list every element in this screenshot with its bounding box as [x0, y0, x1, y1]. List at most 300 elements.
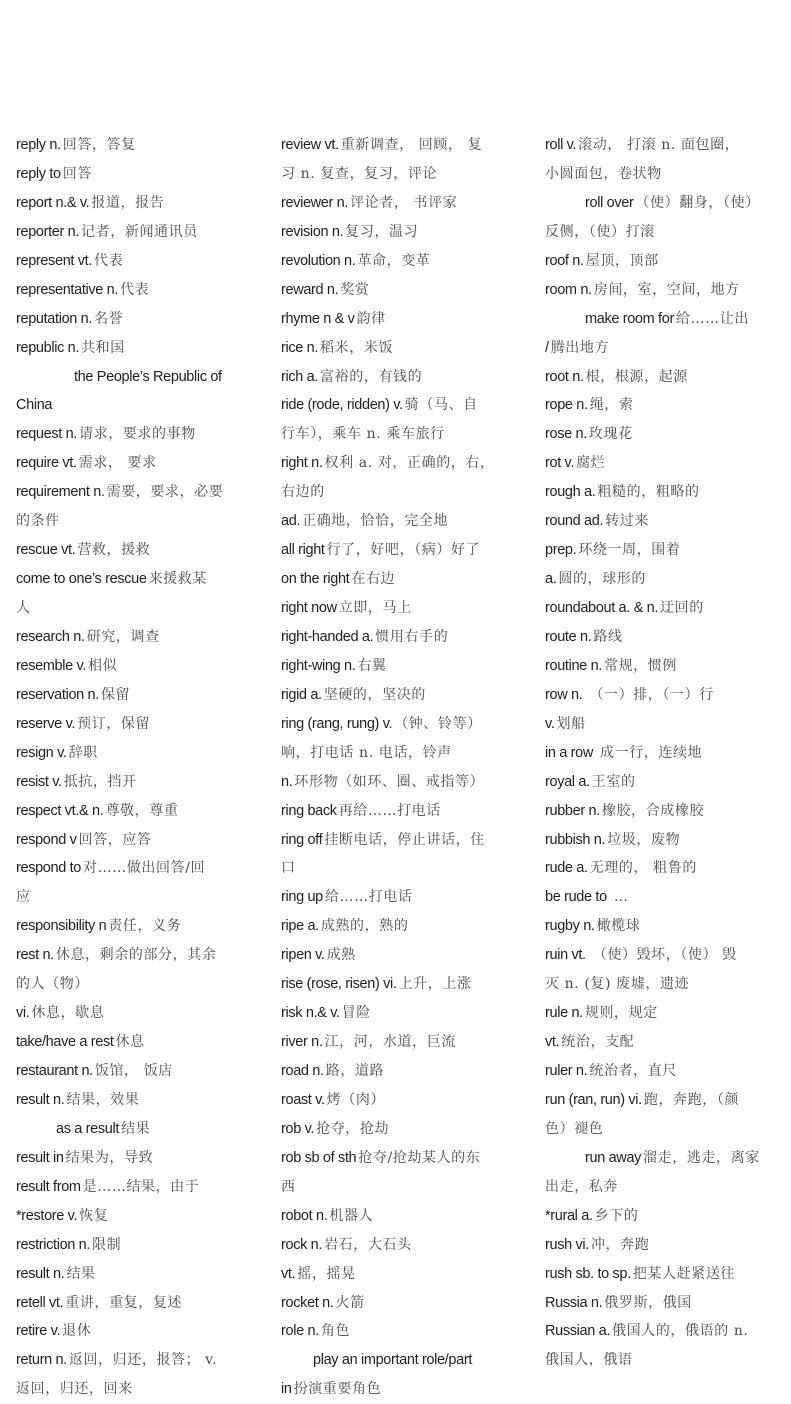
english-term: on the right — [281, 571, 350, 588]
chinese-definition: 重讲，重复，复述 — [65, 1294, 183, 1311]
english-term: route n. — [545, 628, 592, 645]
chinese-definition: 环形物（如环、圈、戒指等） — [294, 773, 485, 790]
vocab-line — [545, 565, 781, 594]
english-term: / — [545, 339, 549, 356]
vocab-line — [281, 276, 531, 305]
vocab-line — [16, 681, 266, 710]
vocab-line — [16, 1375, 266, 1404]
chinese-definition: 恢复 — [79, 1207, 109, 1224]
chinese-definition: 成一行，连续地 — [594, 744, 703, 761]
english-term: rubbish n. — [545, 831, 606, 848]
english-term: reward n. — [281, 281, 339, 298]
vocab-line — [281, 1289, 531, 1318]
vocab-line — [16, 652, 266, 681]
vocab-line — [281, 478, 531, 507]
chinese-definition: 行车），乘车 n. 乘车旅行 — [281, 426, 445, 443]
vocab-line — [281, 768, 531, 797]
vocab-line — [545, 247, 781, 276]
vocab-line — [281, 970, 531, 999]
vocab-line — [545, 218, 781, 247]
chinese-definition: 回答，应答 — [78, 831, 152, 848]
vocab-line — [545, 797, 781, 826]
chinese-definition: 代表 — [94, 252, 124, 269]
english-term: rugby n. — [545, 918, 595, 935]
vocab-line — [545, 478, 781, 507]
vocab-line — [16, 565, 266, 594]
vocab-line — [281, 1144, 531, 1173]
vocab-line — [281, 1057, 531, 1086]
vocab-line — [16, 276, 266, 305]
vocab-line — [16, 797, 266, 826]
vocab-line — [545, 160, 781, 189]
chinese-definition: 结果 — [121, 1120, 151, 1137]
english-term: rush vi. — [545, 1236, 589, 1253]
vocab-line — [16, 710, 266, 739]
chinese-definition: 江，河，水道，巨流 — [324, 1034, 456, 1051]
chinese-definition: 西 — [281, 1178, 296, 1195]
english-term: in — [281, 1381, 292, 1398]
english-term: represent vt. — [16, 252, 93, 269]
english-term: risk n.& v. — [281, 1005, 340, 1022]
english-term: result n. — [16, 1265, 65, 1282]
chinese-definition: 环绕一周，围着 — [578, 542, 681, 559]
english-term: rubber n. — [545, 802, 600, 819]
chinese-definition: 转过来 — [605, 513, 649, 530]
english-term: royal a. — [545, 773, 590, 790]
chinese-definition: 给……让出 — [675, 310, 749, 327]
english-term: result n. — [16, 1091, 65, 1108]
vocab-line — [16, 247, 266, 276]
chinese-definition: 反侧，（使）打滚 — [545, 223, 655, 240]
chinese-definition: 机器人 — [329, 1207, 374, 1224]
vocab-line — [281, 1028, 531, 1057]
vocab-line — [281, 218, 531, 247]
chinese-definition: 坚硬的，坚决的 — [323, 686, 426, 703]
english-term: roof n. — [545, 252, 584, 269]
english-term: respond v — [16, 831, 77, 848]
chinese-definition: 绳，索 — [589, 397, 634, 414]
english-term: republic n. — [16, 339, 80, 356]
english-term: rhyme n & v — [281, 310, 355, 327]
english-term: the People’s Republic of — [74, 368, 222, 385]
vocab-line — [16, 478, 266, 507]
vocab-line — [545, 999, 781, 1028]
english-term: roll v. — [545, 137, 577, 153]
vocab-line — [545, 420, 781, 449]
chinese-definition: 应 — [16, 889, 31, 906]
chinese-definition: 路线 — [593, 628, 623, 645]
chinese-definition: 灭 n. (复) 废墟，遗迹 — [545, 976, 690, 993]
vocab-line — [545, 826, 781, 855]
chinese-definition: 相似 — [88, 657, 118, 674]
english-term: *restore v. — [16, 1207, 78, 1224]
chinese-definition: 惯用右手的 — [375, 628, 449, 645]
english-term: ring up — [281, 889, 323, 906]
chinese-definition: 报道，报告 — [91, 194, 165, 211]
english-term: row n. — [545, 686, 583, 703]
vocab-line — [545, 941, 781, 970]
chinese-definition: 研究，调查 — [86, 628, 160, 645]
vocab-line — [281, 536, 531, 565]
chinese-definition: 辞职 — [68, 744, 98, 761]
english-term: ripen v. — [281, 947, 325, 964]
chinese-definition: 摇，摇晃 — [297, 1265, 356, 1282]
vocab-line — [281, 739, 531, 768]
english-term: rock n. — [281, 1236, 323, 1253]
english-term: ruin vt. — [545, 947, 586, 964]
chinese-definition: 需求， 要求 — [78, 455, 157, 472]
english-term: ad. — [281, 513, 301, 530]
vocab-line — [281, 912, 531, 941]
chinese-definition: 规则，规定 — [584, 1005, 658, 1022]
vocab-line — [545, 1231, 781, 1260]
english-term: representative n. — [16, 281, 119, 298]
chinese-definition: 的条件 — [16, 513, 60, 530]
english-term: rich a. — [281, 368, 319, 385]
english-term: reporter n. — [16, 223, 80, 240]
chinese-definition: 回答 — [62, 165, 92, 182]
chinese-definition: 韵律 — [356, 310, 386, 327]
vocab-line — [16, 739, 266, 768]
vocab-line — [281, 941, 531, 970]
vocab-line — [545, 970, 781, 999]
chinese-definition: 骑（马、自 — [404, 397, 478, 414]
chinese-definition: 乡下的 — [594, 1207, 639, 1224]
english-term: all right — [281, 542, 325, 559]
english-term: vt. — [281, 1265, 296, 1282]
chinese-definition: 尊敬，尊重 — [105, 802, 179, 819]
vocab-line — [281, 565, 531, 594]
vocab-line — [16, 363, 266, 392]
chinese-definition: 富裕的，有钱的 — [320, 368, 423, 385]
chinese-definition: 名誉 — [94, 310, 124, 327]
english-term: return n. — [16, 1352, 67, 1369]
vocab-line — [16, 594, 266, 623]
chinese-definition: 给……打电话 — [324, 889, 413, 906]
vocab-line — [281, 623, 531, 652]
chinese-definition: 抵抗，挡开 — [63, 773, 137, 790]
english-term: ring off — [281, 831, 323, 848]
chinese-definition: 跑，奔跑，（颜 — [643, 1091, 740, 1108]
english-term: China — [16, 397, 53, 414]
chinese-definition: 革命，变革 — [357, 252, 431, 269]
vocab-line — [545, 768, 781, 797]
vocab-line — [281, 681, 531, 710]
vocab-line — [281, 131, 531, 160]
chinese-definition: 休息，剩余的部分，其余 — [55, 947, 217, 964]
chinese-definition: 垃圾，废物 — [607, 831, 681, 848]
english-term: resist v. — [16, 773, 62, 790]
chinese-definition: 腐烂 — [576, 455, 606, 472]
english-term: rice n. — [281, 339, 319, 356]
vocab-line — [281, 883, 531, 912]
english-term: reviewer n. — [281, 194, 349, 211]
chinese-definition: 需要，要求，必要 — [106, 484, 224, 501]
english-term: reply to — [16, 165, 61, 182]
vocab-line — [281, 420, 531, 449]
vocab-line — [545, 594, 781, 623]
english-term: take/have a rest — [16, 1034, 114, 1051]
vocab-line — [16, 218, 266, 247]
vocab-line — [16, 449, 266, 478]
vocab-line — [545, 1346, 781, 1375]
vocab-line — [545, 1317, 781, 1346]
chinese-definition: 冒险 — [341, 1005, 371, 1022]
chinese-definition: 来援救某 — [148, 571, 207, 588]
vocab-line — [545, 507, 781, 536]
chinese-definition: 挂断电话，停止讲话，住 — [324, 831, 485, 848]
english-term: require vt. — [16, 455, 77, 472]
english-term: rot v. — [545, 455, 575, 472]
vocab-line — [545, 652, 781, 681]
english-term: ruler n. — [545, 1063, 588, 1079]
vocab-line — [545, 391, 781, 420]
english-term: retell vt. — [16, 1294, 64, 1311]
chinese-definition: 右边的 — [281, 484, 325, 501]
english-term: rise (rose, risen) vi. — [281, 976, 397, 993]
english-term: responsibility n — [16, 918, 107, 935]
english-term: ring (rang, rung) v. — [281, 715, 393, 732]
vocab-line — [281, 507, 531, 536]
english-term: a. — [545, 571, 557, 588]
chinese-definition: 俄国人的，俄语的 n. — [612, 1323, 749, 1340]
english-term: reservation n. — [16, 686, 99, 703]
chinese-definition: 橄榄球 — [596, 918, 641, 935]
chinese-definition: 对……做出回答/回 — [83, 860, 206, 877]
vocab-line — [16, 941, 266, 970]
english-term: rose n. — [545, 426, 587, 443]
vocab-line — [545, 854, 781, 883]
vocab-line — [16, 305, 266, 334]
english-term: prep. — [545, 542, 577, 559]
chinese-definition: 玫瑰花 — [588, 426, 633, 443]
vocab-line — [281, 826, 531, 855]
chinese-definition: 记者，新闻通讯员 — [81, 223, 198, 240]
english-term: resign v. — [16, 744, 67, 761]
english-term: round ad. — [545, 513, 604, 530]
chinese-definition: 人 — [16, 600, 31, 616]
english-term: in a row — [545, 744, 593, 761]
chinese-definition: 无理的， 粗鲁的 — [589, 860, 697, 877]
english-term: rob sb of sth — [281, 1149, 357, 1166]
english-term: roundabout a. & n. — [545, 600, 659, 616]
chinese-definition: 圆的，球形的 — [558, 571, 647, 588]
vocab-line — [281, 1375, 531, 1404]
chinese-definition: 常规，惯例 — [603, 657, 677, 674]
english-term: river n. — [281, 1034, 323, 1051]
chinese-definition: 责任，义务 — [108, 918, 182, 935]
vocab-line — [545, 131, 781, 160]
english-term: rescue vt. — [16, 542, 76, 559]
chinese-definition: 俄国人，俄语 — [545, 1352, 633, 1369]
vocab-line — [16, 999, 266, 1028]
vocab-line — [281, 1231, 531, 1260]
chinese-definition: 返回，归还，回来 — [16, 1381, 133, 1398]
english-term: roll over — [585, 194, 634, 211]
chinese-definition: 成熟 — [326, 947, 356, 964]
vocab-line — [545, 1028, 781, 1057]
chinese-definition: 休息，歇息 — [31, 1005, 105, 1022]
vocab-line — [281, 594, 531, 623]
chinese-definition: 出走，私奔 — [545, 1178, 618, 1195]
chinese-definition: 退休 — [62, 1323, 92, 1340]
english-term: ride (rode, ridden) v. — [281, 397, 403, 414]
vocab-line — [545, 710, 781, 739]
chinese-definition: 营救，援救 — [77, 542, 151, 559]
chinese-definition: 奖赏 — [340, 281, 370, 298]
english-term: play an important role/part — [313, 1352, 472, 1369]
vocab-line — [16, 970, 266, 999]
chinese-definition: 的人（物） — [16, 976, 89, 993]
english-term: Russia n. — [545, 1294, 603, 1311]
vocab-line — [16, 507, 266, 536]
vocab-line — [545, 912, 781, 941]
english-term: rude a. — [545, 860, 588, 877]
chinese-definition: 返回，归还，报答； v. — [68, 1352, 218, 1369]
english-term: run (ran, run) vi. — [545, 1091, 642, 1108]
english-term: retire v. — [16, 1323, 61, 1340]
english-term: room n. — [545, 281, 592, 298]
vocab-line — [545, 1086, 781, 1115]
chinese-definition: 保留 — [100, 686, 131, 703]
vocab-line — [16, 160, 266, 189]
chinese-definition: 是……结果，由于 — [82, 1178, 200, 1195]
english-term: be rude to — [545, 889, 607, 906]
english-term: come to one’s rescue — [16, 571, 147, 588]
vocab-line — [281, 1346, 531, 1375]
english-term: routine n. — [545, 657, 602, 674]
chinese-definition: 限制 — [92, 1236, 122, 1253]
chinese-definition: 粗糙的，粗略的 — [597, 484, 700, 501]
english-term: rough a. — [545, 484, 596, 501]
chinese-definition: 上升，上涨 — [398, 976, 472, 993]
vocab-line — [281, 652, 531, 681]
chinese-definition: 右翼 — [357, 657, 387, 674]
vocab-line — [281, 854, 531, 883]
english-term: report n.& v. — [16, 194, 90, 211]
english-term: resemble v. — [16, 657, 87, 674]
chinese-definition: 口 — [281, 860, 296, 877]
chinese-definition: 小圆面包，卷状物 — [545, 165, 662, 182]
chinese-definition: 房间，室，空间，地方 — [593, 281, 740, 298]
chinese-definition: 权利 a. 对，正确的，右， — [324, 455, 495, 472]
vocab-line — [16, 912, 266, 941]
vocab-line — [281, 1260, 531, 1289]
chinese-definition: 岩石，大石头 — [324, 1236, 412, 1253]
vocab-line — [16, 1289, 266, 1318]
english-term: root n. — [545, 368, 584, 385]
english-term: reserve v. — [16, 715, 76, 732]
vocab-line — [16, 1028, 266, 1057]
english-term: run away — [585, 1149, 642, 1166]
chinese-definition: 统治，支配 — [561, 1034, 635, 1051]
vocab-line — [281, 363, 531, 392]
chinese-definition: 抢夺/抢劫某人的东 — [358, 1149, 481, 1166]
column-middle — [281, 131, 531, 1404]
chinese-definition: 屋顶，顶部 — [585, 252, 659, 269]
vocab-line — [545, 681, 781, 710]
english-term: rest n. — [16, 947, 54, 964]
vocab-line — [281, 1173, 531, 1202]
chinese-definition: 成熟的，熟的 — [320, 918, 409, 935]
vocab-line — [545, 449, 781, 478]
vocab-line — [281, 797, 531, 826]
vocab-line — [281, 1202, 531, 1231]
english-term: respond to — [16, 860, 82, 877]
column-left — [16, 131, 266, 1404]
vocab-line — [281, 449, 531, 478]
english-term: vt. — [545, 1034, 560, 1051]
chinese-definition: 角色 — [320, 1323, 351, 1340]
vocab-line — [281, 710, 531, 739]
english-term: respect vt.& n. — [16, 802, 104, 819]
vocab-line — [16, 1086, 266, 1115]
english-term: make room for — [585, 310, 674, 327]
column-right — [545, 131, 781, 1375]
chinese-definition: 习 n. 复查，复习，评论 — [281, 165, 438, 182]
english-term: Russian a. — [545, 1323, 611, 1340]
english-term: rigid a. — [281, 686, 322, 703]
english-term: robot n. — [281, 1207, 328, 1224]
vocab-line — [281, 305, 531, 334]
vocab-line — [545, 305, 781, 334]
chinese-definition: 预订，保留 — [77, 715, 151, 732]
chinese-definition: 结果为，导致 — [65, 1149, 154, 1166]
vocab-line — [16, 883, 266, 912]
vocab-line — [281, 1115, 531, 1144]
vocab-line — [16, 391, 266, 420]
vocab-line — [545, 536, 781, 565]
chinese-definition: 俄罗斯，俄国 — [604, 1294, 692, 1311]
vocab-line — [545, 363, 781, 392]
chinese-definition: （钟、铃等） — [394, 715, 482, 732]
chinese-definition: （一）排，（一）行 — [584, 686, 714, 703]
vocab-line — [545, 883, 781, 912]
english-term: restaurant n. — [16, 1063, 93, 1079]
vocab-line — [16, 536, 266, 565]
english-term: reputation n. — [16, 310, 93, 327]
vocab-line — [16, 1317, 266, 1346]
chinese-definition: 橡胶，合成橡胶 — [601, 802, 705, 819]
vocab-line — [545, 334, 781, 363]
vocab-line — [16, 1202, 266, 1231]
chinese-definition: 溜走，逃走，离家 — [643, 1149, 760, 1166]
english-term: review vt. — [281, 137, 339, 153]
chinese-definition: 休息 — [115, 1034, 145, 1051]
vocab-line — [16, 189, 266, 218]
chinese-definition: 饭馆， 饭店 — [94, 1063, 173, 1079]
vocab-line — [16, 131, 266, 160]
vocab-line — [16, 1144, 266, 1173]
chinese-definition: 火箭 — [335, 1294, 365, 1311]
english-term: n. — [281, 773, 293, 790]
chinese-definition: （使）翻身，（使） — [635, 194, 760, 211]
english-term: requirement n. — [16, 484, 105, 501]
vocab-line — [545, 1202, 781, 1231]
vocab-line — [545, 1260, 781, 1289]
english-term: revolution n. — [281, 252, 356, 269]
english-term: right-handed a. — [281, 628, 374, 645]
vocab-line — [16, 1115, 266, 1144]
chinese-definition: 在右边 — [351, 571, 396, 588]
chinese-definition: 结果 — [66, 1265, 96, 1282]
chinese-definition: （使）毁坏，（使） 毁 — [587, 947, 737, 964]
chinese-definition: 腾出地方 — [550, 339, 610, 356]
english-term: rob v. — [281, 1120, 315, 1137]
english-term: revision n. — [281, 223, 344, 240]
chinese-definition: 王室的 — [591, 773, 636, 790]
chinese-definition: 路，道路 — [325, 1063, 385, 1079]
